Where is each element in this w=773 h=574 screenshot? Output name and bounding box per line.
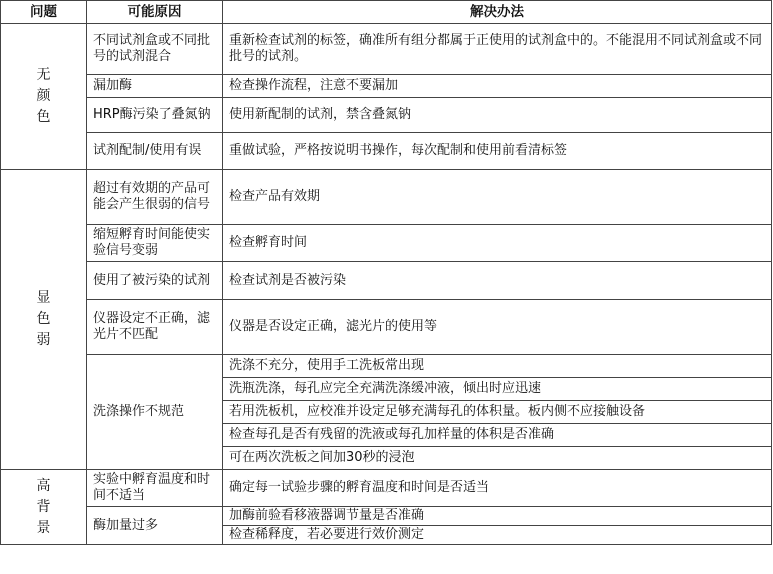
solution-cell: 检查产品有效期 [223, 170, 772, 225]
cause-cell: 仪器设定不正确，滤光片不匹配 [87, 300, 223, 355]
solution-cell: 洗瓶洗涤，每孔应完全充满洗涤缓冲液，倾出时应迅速 [223, 378, 772, 401]
problem-weak-color: 显 色 弱 [1, 170, 87, 470]
header-problem: 问题 [1, 1, 87, 24]
table-row [1, 300, 772, 355]
header-cause: 可能原因 [87, 1, 223, 24]
solution-cell: 检查孵育时间 [223, 225, 772, 262]
table-row [1, 98, 772, 133]
cause-cell: 使用了被污染的试剂 [87, 262, 223, 300]
problem-high-background: 高 背 景 [1, 470, 87, 545]
solution-cell: 可在两次洗板之间加30秒的浸泡 [223, 447, 772, 470]
solution-cell: 重新检查试剂的标签，确准所有组分都属于正使用的试剂盒中的。不能混用不同试剂盒或不同批号的试剂。 [223, 24, 772, 75]
table-row [1, 262, 772, 300]
solution-cell: 加酶前验看移液器调节量是否准确 [223, 507, 772, 526]
solution-cell: 洗涤不充分，使用手工洗板常出现 [223, 355, 772, 378]
solution-cell: 确定每一试验步骤的孵育温度和时间是否适当 [223, 470, 772, 507]
solution-cell: 重做试验，严格按说明书操作，每次配制和使用前看清标签 [223, 133, 772, 170]
solution-cell: 检查操作流程，注意不要漏加 [223, 75, 772, 98]
cause-cell: 超过有效期的产品可能会产生很弱的信号 [87, 170, 223, 225]
solution-cell: 仪器是否设定正确，滤光片的使用等 [223, 300, 772, 355]
cause-cell: 不同试剂盒或不同批号的试剂混合 [87, 24, 223, 75]
table-row [1, 133, 772, 170]
problem-no-color: 无 颜 色 [1, 24, 87, 170]
cause-cell: 酶加量过多 [87, 507, 223, 545]
cause-cell: 试剂配制/使用有误 [87, 133, 223, 170]
table-row [1, 24, 772, 75]
table-row [1, 355, 772, 378]
solution-cell: 检查稀释度，若必要进行效价测定 [223, 526, 772, 545]
cause-cell: HRP酶污染了叠氮钠 [87, 98, 223, 133]
solution-cell: 检查每孔是否有残留的洗液或每孔加样量的体积是否准确 [223, 424, 772, 447]
table-row [1, 225, 772, 262]
table-row [1, 75, 772, 98]
table-row [1, 470, 772, 507]
solution-cell: 检查试剂是否被污染 [223, 262, 772, 300]
solution-cell: 若用洗板机，应校准并设定足够充满每孔的体积量。板内侧不应接触设备 [223, 401, 772, 424]
cause-cell: 缩短孵育时间能使实验信号变弱 [87, 225, 223, 262]
cause-cell: 实验中孵育温度和时间不适当 [87, 470, 223, 507]
header-solution: 解决办法 [223, 1, 772, 24]
cause-cell: 漏加酶 [87, 75, 223, 98]
cause-cell: 洗涤操作不规范 [87, 355, 223, 470]
table-row [1, 170, 772, 225]
table-row [1, 507, 772, 526]
solution-cell: 使用新配制的试剂，禁含叠氮钠 [223, 98, 772, 133]
header-row [1, 1, 772, 24]
